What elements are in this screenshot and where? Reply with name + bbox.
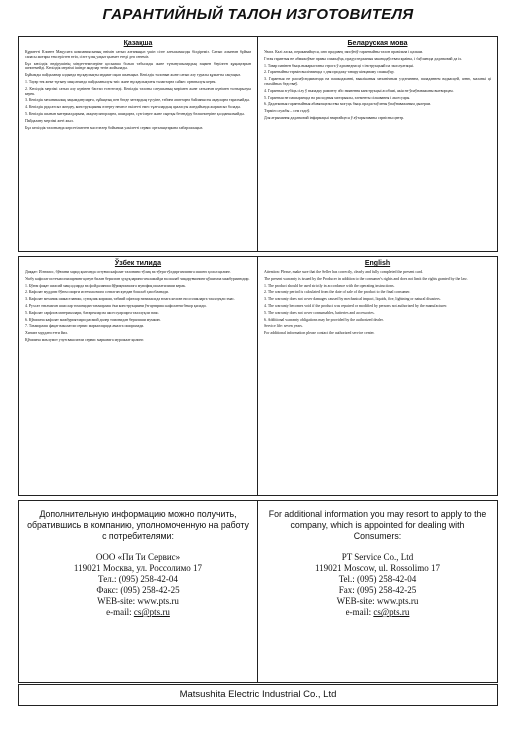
- contacts-ru: [19, 501, 258, 682]
- belarus-footer-paragraph: Для атрымання дадатковай інфармацыі звяртайцеся ў аўтарызаваны сэрвісны цэнтр.: [264, 115, 405, 120]
- manufacturer-footer: Matsushita Electric Industrial Co., Ltd: [18, 684, 498, 706]
- belarus-item: 4. Гарантыя згубіць сілу ў выпадку рамонту або змянення канструкцыі асобамі, якія не ўпаўнаважаны вытворцам.: [264, 88, 454, 93]
- belarus-column: [258, 37, 497, 251]
- english-item: 6. Additional warranty obligations may be provided by the authorized dealer.: [264, 317, 384, 322]
- section-contacts: [18, 500, 498, 683]
- belarus-item: 2. Гарантыйны тэрмін вылічваецца з дня продажу тавару кінцаваму спажыўцу.: [264, 70, 395, 75]
- kazakh-column: [19, 37, 258, 251]
- belarus-item: 3. Гарантыя не распаўсюджваецца на пашкоджанні, выкліканыя механічным уздзеяннем, пападаннем вадкасцей, агню, маланкі ці стыхійных бедстваў.: [264, 77, 491, 86]
- contacts-ru-company: ООО «Пи Ти Сервис»: [95, 552, 181, 562]
- english-item: 5. The warranty does not cover consumables, batteries and accessories.: [264, 310, 375, 315]
- uzbek-item: 4. Рухсат этилмаган шахслар томонидан таъмирлаш ёки конструкцияни ўзгартириш кафолатни бекор қилади.: [25, 303, 207, 308]
- belarus-item: 1. Тавар павінен быць выкарыстаны строга ў адпаведнасці з інструкцыяй па эксплуатацыі.: [264, 63, 415, 68]
- contacts-en-tel: Tel.: (095) 258-42-04: [338, 574, 417, 584]
- uzbek-item: 5. Кафолат сарфлов материаллари, батареялар ва аксессуарларга тааллуқли эмас.: [25, 310, 160, 315]
- belarus-item: 6. Дадатковыя гарантыйныя абавязацельствы могуць быць прадастаўлены ўпаўнаважаным дылерам.: [264, 102, 432, 107]
- english-item: 1. The product should be used strictly in accordance with the operating instructions.: [264, 283, 395, 288]
- contacts-ru-fax: Факс: (095) 258-42-25: [96, 585, 180, 595]
- contacts-ru-web[interactable]: WEB-site: www.pts.ru: [97, 596, 179, 606]
- contacts-en-email-line: [266, 607, 489, 618]
- uzbek-heading: Ўзбек тилида: [114, 260, 162, 267]
- english-item: 2. The warranty period is calculated from the date of sale of the product to the final consumer.: [264, 290, 411, 295]
- uzbek-item: 3. Кафолат механик шикастланиш, суюқлик кириши, табиий офатлар натижасида юзага келган носозликларга тааллуқли эмас.: [25, 297, 235, 302]
- page-title: ГАРАНТИЙНЫЙ ТАЛОН ИЗГОТОВИТЕЛЯ: [102, 6, 414, 23]
- english-footer-paragraph: Service life: seven years.: [264, 324, 303, 329]
- uzbek-paragraph: Диққат: Илтимос, бўюмни харид қилганда сотувчи кафолат талонини тўлиқ ва тўғри тўлдирганлигига ишонч ҳосил қилинг.: [25, 270, 231, 274]
- contacts-ru-tel: Тел.: (095) 258-42-04: [98, 574, 178, 584]
- kazakh-item: 3. Кепілдік механикалық зақымдануларға, сұйықтық пен бөгде заттардың түсуіне, табиғи апаттарға байланысты ақауларға таралмайды.: [25, 98, 250, 103]
- contacts-en-intro: For additional information you may resort to apply to the company, which is appointed for dealing with Consumers:: [268, 509, 487, 541]
- uzbek-item: 6. Қўшимча кафолат мажбуриятлари расмий дилер томонидан берилиши мумкин.: [25, 317, 161, 322]
- contacts-ru-intro: Дополнительную информацию можно получить, обратившись в компанию, уполномоченную на работу с потребителями:: [27, 509, 249, 541]
- belarus-heading: Беларуская мова: [347, 40, 408, 47]
- kazakh-heading: Қазақша: [123, 40, 153, 47]
- uzbek-footer-paragraph: Қўшимча маълумот учун ваколатли сервис марказига мурожаат қилинг.: [25, 337, 144, 342]
- contacts-en: [258, 501, 497, 682]
- contacts-en-email-link[interactable]: cs@pts.ru: [373, 607, 410, 617]
- kazakh-footer-paragraph: Бұл кепілдік талонында көрсетілмеген мәселелер бойынша уәкілетті сервис орталықтарына хабарласыңыз.: [25, 125, 204, 130]
- contacts-ru-email-line: [27, 607, 249, 618]
- english-paragraph: Attention: Please, make sure that the Seller has correctly, clearly and fully completed the present card.: [264, 270, 423, 274]
- contacts-ru-email-label: e-mail:: [106, 607, 134, 617]
- uzbek-paragraph: Ушбу кафолат истеъмолчиларнинг қонун билан берилган ҳуқуқларини чекламайди ва ишлаб чиқарувчининг қўшимча мажбуриятидир.: [25, 276, 250, 281]
- contacts-en-company: PT Service Co., Ltd: [341, 552, 414, 562]
- contacts-en-email-label: e-mail:: [345, 607, 374, 617]
- uzbek-item: 1. Бўюм фақат шахсий мақсадларда ва фойдаланиш йўриқномасига мувофиқ ишлатилиши керак.: [25, 283, 186, 288]
- contacts-en-details: [266, 552, 489, 618]
- english-item: 3. The warranty does not cover damages caused by mechanical impact, liquids, fire, lightning or natural disasters.: [264, 297, 441, 302]
- belarus-item: 5. Гарантыя не пашыраецца на расходныя матэрыялы, элементы сілкавання і аксесуары.: [264, 95, 411, 100]
- uzbek-item: 7. Таъмирлаш фақат ваколатли сервис марказларида амалга оширилади.: [25, 324, 145, 329]
- kazakh-item: 2. Кепілдік мерзімі сатып алу күнінен бастап есептеледі. Кепілдік талоны сатушының мөрімен және сатылған күнімен толтырылуы керек.: [25, 86, 251, 96]
- belarus-paragraph: Гэтая гарантыя не абмяжоўвае правы спажыўца, прадугледжаныя заканадаўствам краіны, і з'яўляецца дадатковай да іх.: [264, 56, 463, 61]
- belarus-paragraph: Увага. Калі ласка, пераканайцеся, што прадавец запоўніў гарантыйны талон правільна і цалкам.: [264, 50, 424, 54]
- kazakh-item: 4. Кепілдік рұқсатсыз жөндеу, конструкцияны өзгерту немесе өкілетті емес тұлғалардың араласуы жағдайында жарамсыз болады.: [25, 105, 241, 110]
- uzbek-column: [19, 257, 258, 495]
- contacts-ru-address: 119021 Москва, ул. Россолимо 17: [73, 563, 203, 573]
- english-footer-paragraph: For additional information please contact the authorized service center.: [264, 331, 375, 336]
- english-heading: English: [364, 260, 391, 267]
- uzbek-item: 2. Кафолат муддати бўюм охирги истеъмолчига сотилган кундан бошлаб ҳисобланади.: [25, 290, 169, 295]
- kazakh-footer-paragraph: Пайдалану мерзімі жеті жыл.: [25, 118, 74, 123]
- english-column: [258, 257, 497, 495]
- contacts-ru-email-link[interactable]: cs@pts.ru: [133, 607, 170, 617]
- belarus-footer-paragraph: Тэрмін службы – сем гадоў.: [264, 109, 310, 114]
- kazakh-item: 5. Кепілдік шығын материалдарына, аккумуляторларға, шамдарға, сүзгілерге және сыртқы безендіру бөлшектеріне қолданылмайды.: [25, 111, 245, 116]
- english-item: 4. The warranty becomes void if the product was repaired or modified by persons not authorized by the manufacturer.: [264, 303, 448, 308]
- kazakh-item: 1. Тауар тек жеке тұтыну мақсатында пайдаланылуы тиіс және нұсқаулықтағы талаптарға сәйкес орнатылуы керек.: [25, 79, 217, 84]
- contacts-en-address: 119021 Moscow, ul. Rossolimo 17: [314, 563, 441, 573]
- contacts-en-fax: Fax: (095) 258-42-25: [338, 585, 417, 595]
- kazakh-paragraph: Бұл кепілдік өндірушінің міндеттемелеріне қосымша болып табылады және тұтынушылардың заңмен берілген құқықтарын шектемейді. Кепілдік мерзімі ішінде ақаулар тегін жойылады.: [25, 61, 251, 71]
- section-top: [18, 36, 498, 252]
- kazakh-paragraph: Бұйымды пайдаланар алдында нұсқаулықты мұқият оқып шығыңыз. Кепілдік талонын және сатып алу туралы құжатты сақтаңыз.: [25, 73, 241, 78]
- uzbek-footer-paragraph: Хизмат муддати етти йил.: [25, 331, 68, 336]
- contacts-ru-details: [27, 552, 249, 618]
- contacts-en-web[interactable]: WEB-site: www.pts.ru: [336, 596, 419, 606]
- section-middle: [18, 256, 498, 496]
- english-paragraph: The present warranty is issued by the Producer in addition to the consumer's rights and does not limit the rights granted by the law.: [264, 276, 468, 281]
- kazakh-paragraph: Құрметті Клиент Мацусита компаниясының өнімін сатып алғаныңыз үшін сізге алғысымызды білдіреміз. Сатып алынған бұйым сапасы жоғары тексерістен өтіп, сізге ұзақ уақыт қызмет етеді деп сенеміз.: [25, 50, 251, 59]
